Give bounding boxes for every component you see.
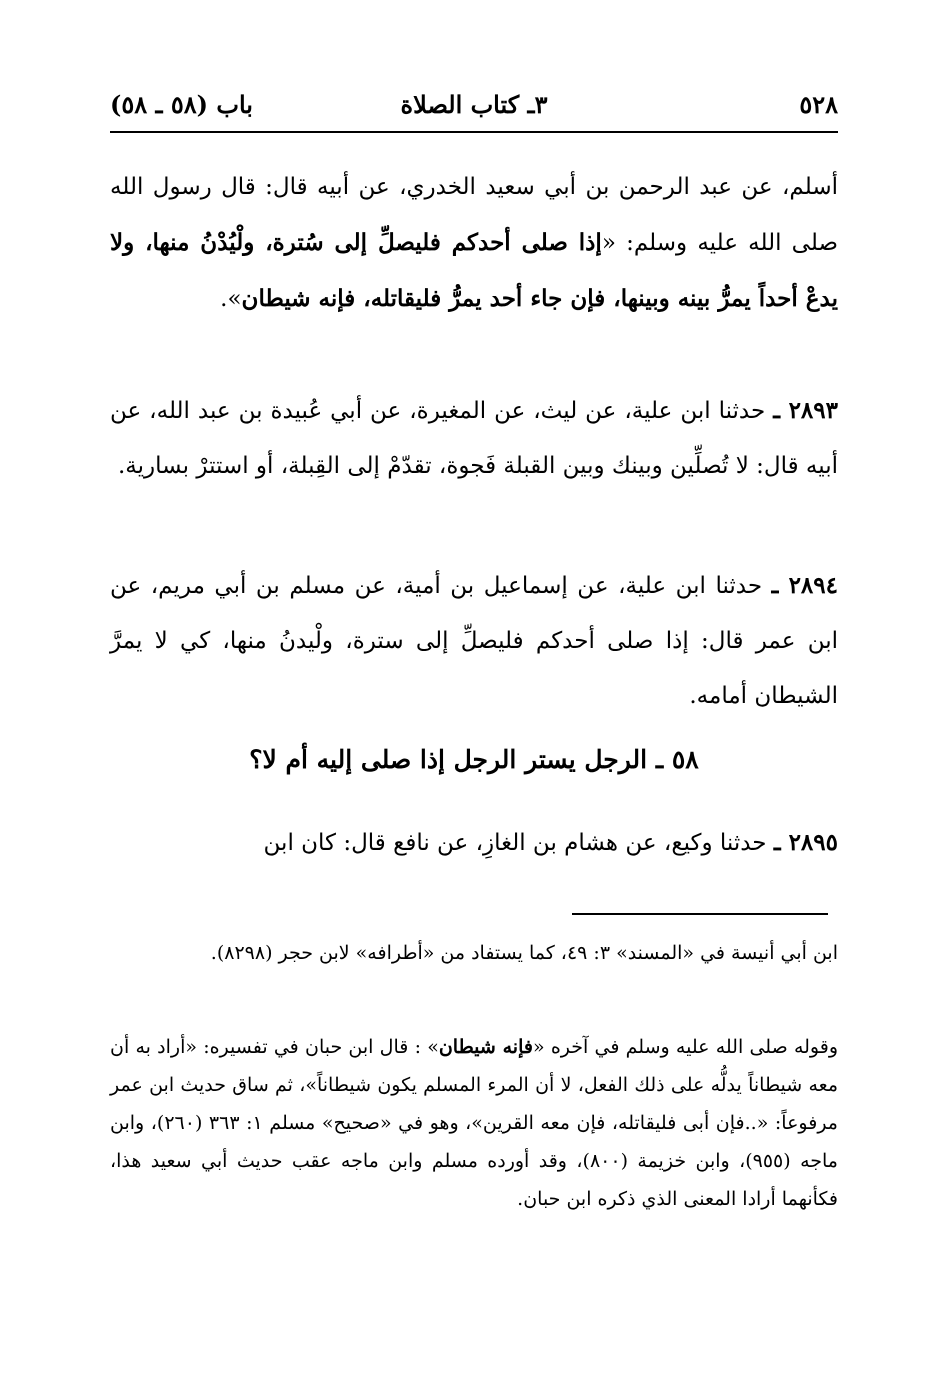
- hadith-number: ٢٨٩٣ ـ: [773, 397, 838, 424]
- footnote-text: » : قال ابن حبان في تفسيره: «أراد به أن معه شيطاناً يدلُّه على ذلك الفعل، لا أن المرء المسلم يكون شيطاناً»، ثم ساق حديث ابن عمر مرفوعاً: «..فإن أبى فليقاتله، فإن معه القرين»، وهو في «صحيح» مسلم ١: ٣٦٣ (٢٦٠)، وابن ماجه (٩٥٥)، وابن خزيمة (٨٠٠)، وقد أورده مسلم وابن ماجه عقب حديث أبي سعيد هذا، فكأنهما أرادا المعنى الذي ذكره ابن حبان.: [110, 1036, 838, 1210]
- footnote-rule: [572, 913, 828, 915]
- chapter-range: باب (٥٨ ـ ٥٨): [110, 90, 253, 119]
- footnote-text: وقوله صلى الله عليه وسلم في آخره «: [532, 1036, 838, 1058]
- paragraph-continuation: [110, 160, 838, 327]
- hadith-2895: [110, 815, 838, 871]
- hadith-text: حدثنا ابن علية، عن إسماعيل بن أمية، عن مسلم بن أبي مريم، عن ابن عمر قال: إذا صلى أحدكم فليصلِّ إلى سترة، ولْيدنُ منها، كي لا يمرَّ الشيطان أمامه.: [110, 573, 838, 709]
- hadith-text: حدثنا ابن علية، عن ليث، عن المغيرة، عن أبي عُبيدة بن عبد الله، عن أبيه قال: لا تُصلِّين وبينك وبين القبلة فَجوة، تقدّمْ إلى القِبلة، أو استترْ بسارية.: [110, 398, 838, 479]
- hadith-number: ٢٨٩٥ ـ: [773, 829, 838, 856]
- footnote-2: [110, 1028, 838, 1218]
- header-rule: [110, 131, 838, 133]
- hadith-text: حدثنا وكيع، عن هشام بن الغازِ، عن نافع قال: كان ابن: [263, 830, 774, 856]
- running-header: [110, 86, 838, 126]
- footnote-bold-quote: فإنه شيطان: [438, 1036, 533, 1058]
- paragraph-text: أسلم، عن عبد الرحمن بن أبي سعيد الخدري، عن أبيه قال: قال رسول الله صلى الله عليه وسلم: «: [110, 174, 838, 256]
- section-heading: ٥٨ ـ الرجل يستر الرجل إذا صلى إليه أم لا؟: [249, 745, 699, 774]
- hadith-2894: [110, 558, 838, 724]
- hadith-quote-bold: إذا صلى أحدكم فليصلِّ إلى سُترة، ولْيُدْنُ منها، ولا يدعْ أحداً يمرُّ بينه وبينها، فإن جاء أحد يمرُّ فليقاتله، فإنه شيطان: [110, 229, 838, 312]
- book-title: ٣ـ كتاب الصلاة: [400, 90, 548, 119]
- hadith-number: ٢٨٩٤ ـ: [771, 572, 838, 599]
- hadith-2893: [110, 383, 838, 494]
- footnote-1: ابن أبي أنيسة في «المسند» ٣: ٤٩، كما يستفاد من «أطرافه» لابن حجر (٨٢٩٨).: [210, 942, 838, 964]
- quote-close: ».: [220, 286, 242, 312]
- page-number: ٥٢٨: [799, 90, 838, 119]
